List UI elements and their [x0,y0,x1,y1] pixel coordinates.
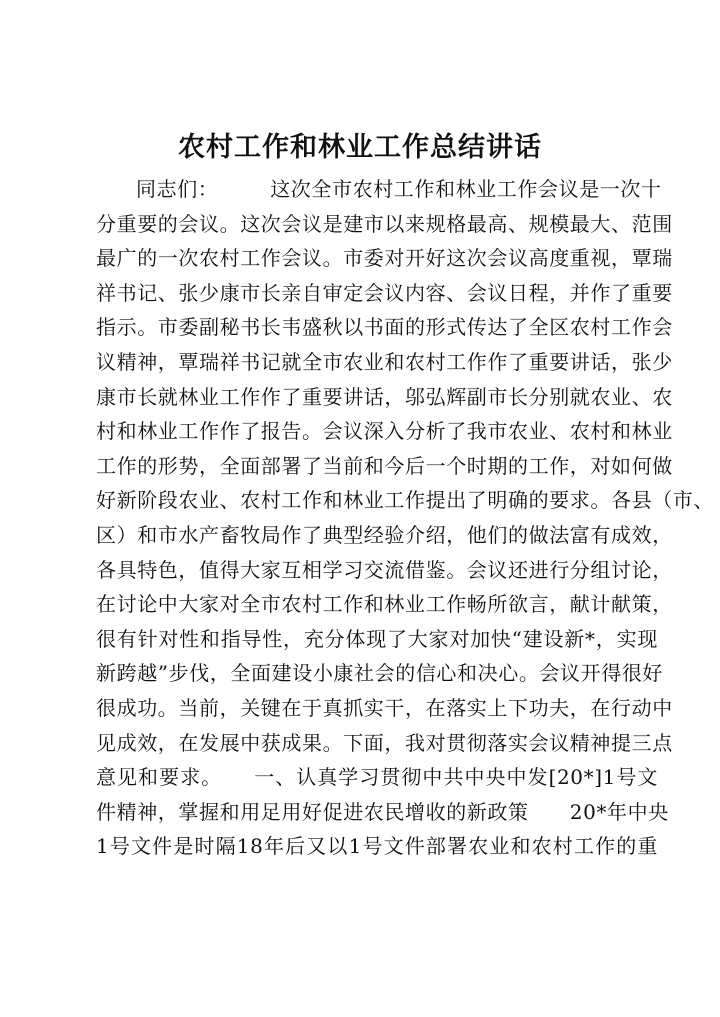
body-line: 康市长就林业工作作了重要讲话，邬弘辉副市长分别就农业、农 [96,384,673,409]
body-line: 议精神，覃瑞祥书记就全市农业和农村工作作了重要讲话，张少 [96,349,673,374]
document-body [96,172,714,864]
body-line: 很成功。当前，关键在于真抓实干，在落实上下功夫，在行动中 [96,695,673,720]
body-line: 工作的形势，全面部署了当前和今后一个时期的工作，对如何做 [96,453,673,478]
body-line: 指示。市委副秘书长韦盛秋以书面的形式传达了全区农村工作会 [96,315,673,340]
document-title: 农村工作和林业工作总结讲话 [178,132,542,163]
body-line: 很有针对性和指导性，充分体现了大家对加快“建设新*，实现 [96,626,658,651]
body-line: 新跨越”步伐，全面建设小康社会的信心和决心。会议开得很好 [96,661,664,686]
body-line: 意见和要求。 一、认真学习贯彻中共中央中发[20*]1号文 [96,765,658,790]
body-line: 最广的一次农村工作会议。市委对开好这次会议高度重视，覃瑞 [96,246,673,271]
body-line: 村和林业工作作了报告。会议深入分析了我市农业、农村和林业 [96,419,673,444]
body-line: 1号文件是时隔18年后又以1号文件部署农业和农村工作的重 [96,834,658,859]
body-line: 各具特色，值得大家互相学习交流借鉴。会议还进行分组讨论， [96,557,673,582]
body-line: 分重要的会议。这次会议是建市以来规格最高、规模最大、范围 [96,211,673,236]
body-line: 祥书记、张少康市长亲自审定会议内容、会议日程，并作了重要 [96,280,673,305]
body-line: 同志们： 这次全市农村工作和林业工作会议是一次十 [136,177,662,201]
body-line: 好新阶段农业、农村工作和林业工作提出了明确的要求。各县（市、 [96,488,714,513]
body-line: 见成效，在发展中获成果。下面，我对贯彻落实会议精神提三点 [96,730,673,755]
body-line: 在讨论中大家对全市农村工作和林业工作畅所欲言，献计献策， [96,592,673,617]
body-line: 件精神，掌握和用足用好促进农民增收的新政策 20*年中央 [96,799,669,824]
body-line: 区）和市水产畜牧局作了典型经验介绍，他们的做法富有成效， [96,522,673,547]
